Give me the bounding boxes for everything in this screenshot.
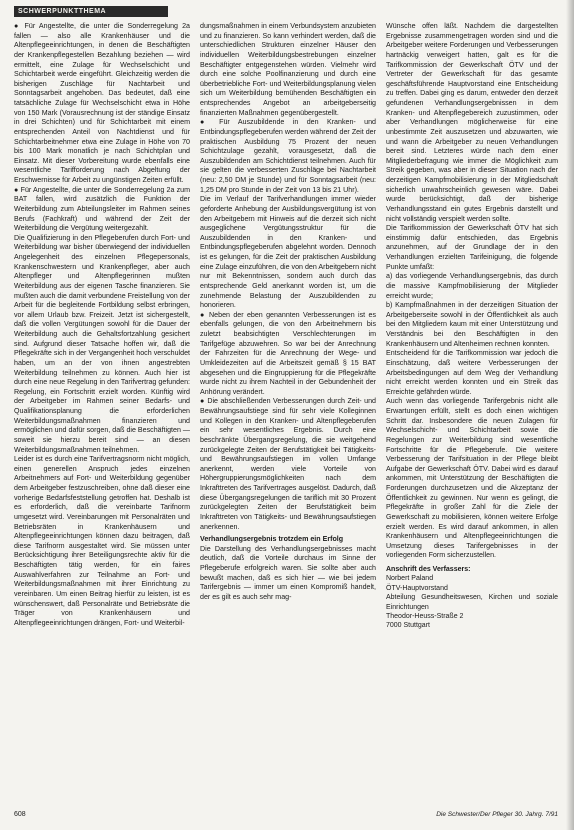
author-role: ÖTV-Hauptvorstand: [386, 584, 448, 592]
paragraph: ● Die abschließenden Verbesserungen durch Zeit- und Bewährungsaufstiege sind für sehr viele Kolleginnen und Kollegen in den Kranken- und Altenpflegeberufen ein sehr wesentliches Ergebnis. Durch eine beschränkte Übergangsregelung, die sie weitgehend zurückgelegte Zeiten der Berufstätigkeit bei Tätigkeits- und Bewährungsaufstiegen im vollen Umfange anerkennt, werden viele Vorteile von Höhergruppierungsmöglichkeiten nach dem Inkrafttreten des Tarifvertrages ausgelöst. Dadurch, daß diese Übergangsregelungen die tariflich mit 30 Prozent zurückgelegten Zeiten der Berufstätigkeit beim Inkrafttreten von Tätigkeits- und Bewährungsaufstiegen anerkennen.: [200, 397, 376, 531]
text-column-2: [200, 22, 376, 802]
paragraph: Die Darstellung des Verhandlungsergebnisses macht deutlich, daß die Vorteile durchaus im Sinne der Pflegeberufe erfolgreich waren. Sie sollte aber auch bewußt machen, daß es sich hier — wie bei jedem Tarifergebnis — immer um einen Kompromiß handelt, der es gilt es auch sehr mag-: [200, 544, 376, 601]
address-label: Anschrift des Verfassers:: [386, 566, 471, 573]
author-name: Norbert Paland: [386, 575, 434, 583]
text-column-1: [14, 22, 190, 802]
journal-reference: Die Schwester/Der Pfleger 30. Jahrg. 7/91: [436, 811, 558, 818]
paragraph: ● Für Angestellte, die unter die Sonderregelung 2a zum BAT fallen, wird zusätzlich die Funktion der Weiterbildung zum Abteilungsleiter im Rahmen seines Berufs (Fachkraft) und während der Zeit der Weiterbildung die Vergütung weitergezahlt.: [14, 185, 190, 233]
paragraph: ● Für Angestellte, die unter die Sonderregelung 2a fallen — also alle Krankenhäuser und die Altenpflegeeinrichtungen, in denen die Beschäftigten der Krankenpflegestellen Bezahlung beziehen — wird ermittelt, eine Zulage für Wechselschicht und Schichtarbeit werde eingeführt. Gleichzeitig werden die bisherigen Zuschläge für Nachtarbeit und Sonntagsarbeit angehoben. Das bedeutet, daß eine tatsächliche Zulage für Wechselschicht etwa in Höhe von 150 Mark (Vorausrechnung ist der ständige Einsatz in drei Schichten) und für Schichtarbeit mit einem entsprechenden Anteil von Nachtdienst und für Schichtarbeitnehmer etwa eine Zulage in Höhe von 70 bis 100 Mark monatlich je nach Schichtplan und Einsatz. Mit dieser Vorbereitung wurde ebenfalls eine wesentliche Tarifforderung nach Abgeltung der Erschwernisse für Arbeit zu ungünstigen Zeiten erfüllt.: [14, 22, 190, 184]
subheading: Verhandlungsergebnis trotzdem ein Erfolg: [200, 535, 344, 544]
paragraph: ● Für Auszubildende in den Kranken- und Entbindungspflegeberufen werden während der Zeit der praktischen Ausbildung 75 Prozent der neuen Schichtzulage gezahlt, vorausgesetzt, daß die Auszubildenden am Schichtdienst teilnehmen. Auch für sie gelten die verbesserten Zuschläge bei Nachtarbeit (neu: 2,50 DM je Stunde) und für Sonntagsarbeit (neu: 1,25 DM pro Stunde in der Zeit von 13 bis 21 Uhr).: [200, 118, 376, 194]
author-address: [386, 565, 558, 631]
paragraph: Auch wenn das vorliegende Tarifergebnis nicht alle Erwartungen erfüllt, stellt es doch einen wichtigen Schritt dar. Insbesondere die neuen Zulagen für Wechselschicht- und Schichtarbeit sowie die Regelungen zur Weiterbildung sind wesentliche Fortschritte für die Pflegeberufe. Die weitere Verbesserung der Tarifsituation in der Pflege bleibt Aufgabe der Gewerkschaft ÖTV. Dabei wird es darauf ankommen, mit Unterstützung der Beschäftigten die Forderungen durchzusetzen und die Akzeptanz der Öffentlichkeit zu gewinnen. Nur wenn es gelingt, die Pflegekräfte in großer Zahl für die Ziele der Gewerkschaft zu mobilisieren, können weitere Erfolge erzielt werden. Es wird darauf ankommen, in allen Krankenhäusern und Altenpflegeeinrichtungen die Umsetzung dieses Tarifergebnisses in der vorliegenden Form sicherzustellen.: [386, 397, 558, 560]
paragraph: dungsmaßnahmen in einem Verbundsystem anzubieten und zu finanzieren. So kann verhindert werden, daß die unterschiedlichen Strukturen einzelner Häuser den individuellen Weiterbildungsbestrebungen einzelner Beschäftigter entgegenstehen würden. Vielmehr wird durch eine solche Poolfinanzierung und durch eine überbetriebliche Fort- und Weiterbildungsplanung vielen sich um Weiterbildung bemühenden Beschäftigten ein entsprechendes Angebot an arbeitgeberseitig finanzierten Maßnahmen gegenübergestellt.: [200, 22, 376, 117]
section-header-bar: [14, 6, 168, 17]
paragraph: ● Neben der eben genannten Verbesserungen ist es ebenfalls gelungen, die von den Arbeitnehmern bis zuletzt beabsichtigten Verschlechterungen im Tarifgefüge abzuwehren. So war bei der Anrechnung der Fahrzeiten für die Anrechnung der Wege- und Umkleidezeiten auf die Arbeitszeit gemäß § 15 BAT abgesehen und die Eingruppierung für die Pflegekräfte wurde nicht zu ihrem Nachteil in der Gebundenheit der Anhörung verändert.: [200, 310, 376, 396]
paragraph: Leider ist es durch eine Tarifvertragsnorm nicht möglich, einen generellen Anspruch jedes einzelnen Arbeitnehmers auf Fort- und Weiterbildung gegenüber dem Arbeitgeber festzuschreiben, ohne daß dieser eine vorherige Bedarfsfeststellung getroffen hat. Deshalb ist es erforderlich, daß die vereinbarte Tarifnorm umgesetzt wird. Vereinbarungen mit Personalräten und Betriebsräten in Krankenhäusern und Altenpflegeeinrichtungen können dazu beitragen, daß diese Tarifnorm ausgestaltet wird. Sie müssen unter Berücksichtigung ihrer Beteiligungsrechte aktiv für die Beschäftigten tätig werden, für ein faires Auswahlverfahren zur Teilnahme an Fort- und Weiterbildungsmaßnahmen mit ihrer Einrichtung zu vereinbaren. Um einen Beitrag hierfür zu leisten, ist es wünschenswert, daß Personalräte und Betriebsräte die Träger von Krankenhäusern und Altenpflegeeinrichtungen drängen, Fort- und Weiterbil-: [14, 455, 190, 627]
page-number: 608: [14, 811, 26, 818]
author-city: 7000 Stuttgart: [386, 622, 430, 630]
paragraph: Die Tarifkommission der Gewerkschaft ÖTV hat sich einstimmig dafür entschieden, das Ergebnis anzunehmen, auf der Grundlage der in den Verhandlungen erzielten Tarifeinigung, die folgende Punkte umfaßt:: [386, 224, 558, 271]
author-street: Theodor-Heuss-Straße 2: [386, 613, 464, 621]
author-dept: Abteilung Gesundheitswesen, Kirchen und soziale Einrichtungen: [386, 594, 558, 611]
section-title: SCHWERPUNKTTHEMA: [18, 8, 107, 15]
paragraph: a) das vorliegende Verhandlungsergebnis, das durch die massive Kampfmobilisierung der Mitglieder erreicht wurde;: [386, 272, 558, 300]
paragraph: Die Qualifizierung in den Pflegeberufen durch Fort- und Weiterbildung war bisher überwiegend der individuellen Angelegenheit des einzelnen Pflegepersonals, Krankenschwestern und Krankenpfleger, aber auch Altenpfleger und Altenpflegerinnen mußten Weiterbildung aus der eigenen Tasche finanzieren. Sie mußten auch die damit verbundene Freistellung von der Arbeit für die begleitende Fortbildung selbst erbringen, vor allem Urlaub bzw. Freizeit. Jetzt ist sichergestellt, daß die vollen Vergütungen sowohl für die Dauer der Weiterbildung auch die Gehaltsfortzahlung gesichert sind. Aufgrund dieser Tatsache hoffen wir, daß die Pflegekräfte sich in der Vergangenheit hoch verschuldet haben, um an der von ihnen angestrebten Weiterbildung teilnehmen zu können. Auch hier ist durch eine neue Regelung in den Tarifvertrag gefunden: Regelung, ein Fortschritt erzielt worden. Künftig wird der Arbeitgeber im Rahmen seiner Bedarfs- und Qualifikationsplanung die erforderlichen Weiterbildungsmaßnahmen finanzieren und ermöglichen und dafür sorgen, daß die Beschäftigten — soweit sie hierzu bereit sind — an diesen Weiterbildungsmaßnahmen teilnehmen.: [14, 233, 190, 454]
text-column-3: [386, 22, 558, 802]
paragraph: Die im Verlauf der Tarifverhandlungen immer wieder geforderte Anhebung der Ausbildungsvergütung ist von den Arbeitgebern mit Hinweis auf die derzeit sich nicht ausgeglichene Vergütungsstruktur für die Auszubildenden in den Kranken- und Entbindungspflegeberufen abgelehnt worden. Dennoch ist es gelungen, für die Zeit der praktischen Ausbildung eine Zulage einzuführen, die von den Arbeitgebern nicht nur mit Bekenntnissen, sondern auch durch das entsprechende Geld anerkannt worden ist, um die zunehmende Belastung der Auszubildenden zu honorieren.: [200, 195, 376, 310]
paragraph: b) Kampfmaßnahmen in der derzeitigen Situation der Arbeitgeberseite sowohl in der Öffentlichkeit als auch bei den Mitgliedern kaum mit einer Unterstützung und Verständnis bei den Beschäftigten in den Krankenhäusern und Altenheimen rechnen konnten.: [386, 301, 558, 348]
paragraph: Entscheidend für die Tarifkommission war jedoch die Einschätzung, daß weitere Verbesserungen der Arbeitsbedingungen auf dem Weg der Verhandlung nicht erreicht werden konnten und ein Streik das Erreichte gefährden würde.: [386, 349, 558, 396]
scan-edge-shadow: [566, 0, 574, 830]
paragraph: Wünsche offen läßt. Nachdem die dargestellten Ergebnisse zusammengetragen worden sind und die Arbeitgeber weitere Forderungen und Verbesserungen hartnäckig verweigert hatten, galt es für die Tarifkommission der Gewerkschaft ÖTV und der Vertreter der Gewerkschaft für das gesamte geschäftsführende Hauptvorstand eine Entscheidung zu treffen. Dabei ging es darum, entweder den derzeit gefundenen Verhandlungsergebnissen in dem Kranken- und Altenpflegebereich zuzustimmen, oder aber Verhandlungen möglicherweise für eine unbestimmte Zeit auszusetzen und abzuwarten, wie und wann die Arbeitgeber zu neuen Verhandlungen bereit sind. Letzteres würde nach dem einer Mitgliederbefragung wie immer die Möglichkeit zum Streik gegeben, was aber in dieser Situation nach der derzeitigen Kampfmobilisierung in der Mitgliedschaft sicherlich unwahrscheinlich gewesen wäre. Dabei wurde berücksichtigt, daß der bisherige Verhandlungsstand ein gutes Ergebnis darstellt und nicht vollständig verspielt werden sollte.: [386, 22, 558, 223]
